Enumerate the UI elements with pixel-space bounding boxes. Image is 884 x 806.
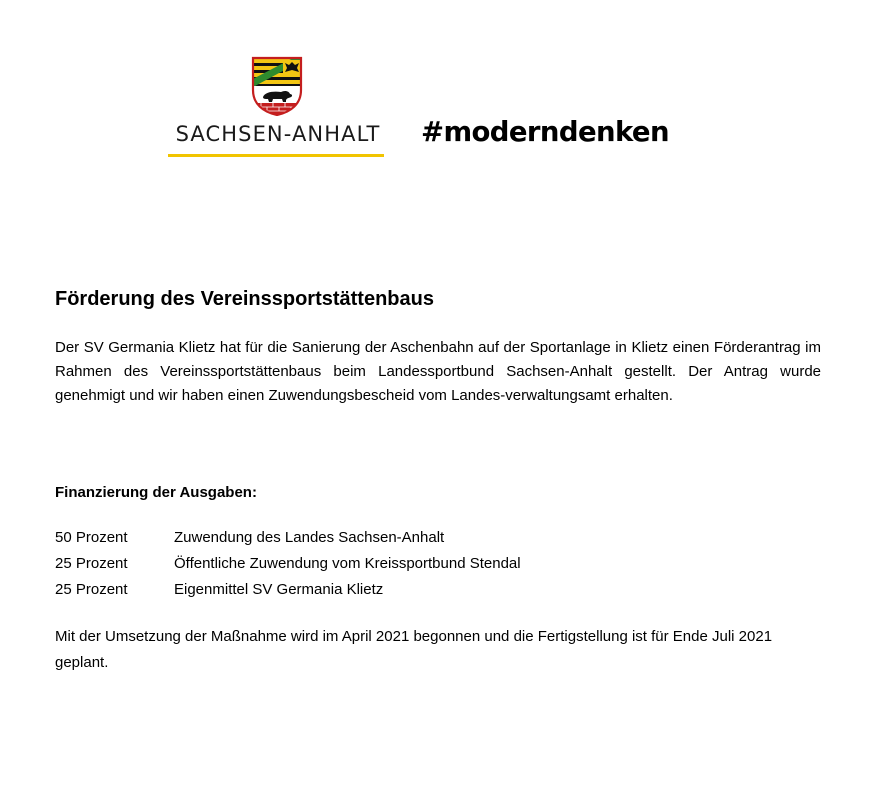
campaign-hashtag: #moderndenken — [421, 116, 669, 148]
document-title: Förderung des Vereinssportstättenbaus — [55, 288, 434, 310]
state-name: SACHSEN-ANHALT — [175, 122, 381, 146]
intro-paragraph: Der SV Germania Klietz hat für die Sanierung der Aschenbahn auf der Sportanlage in Klietz einen Förderantrag im Rahmen des Vereinssportstättenbaus beim Landessportbund Sachsen-Anhalt gestellt. Der Antrag wurde genehmigt und wir haben einen Zuwendungsbescheid vom Landes-verwaltungsamt erhalten. — [55, 339, 821, 404]
closing-paragraph: Mit der Umsetzung der Maßnahme wird im April 2021 begonnen und die Fertigstellung ist für Ende Juli 2021 geplant. — [55, 628, 773, 671]
funding-percent: 25 Prozent — [55, 581, 128, 598]
funding-percent: 25 Prozent — [55, 555, 128, 572]
funding-source: Eigenmittel SV Germania Klietz — [174, 581, 384, 598]
funding-row — [55, 577, 821, 603]
funding-source: Öffentliche Zuwendung vom Kreissportbund Stendal — [174, 555, 521, 572]
document-body — [55, 285, 821, 676]
letterhead — [0, 0, 884, 170]
funding-row — [55, 551, 821, 577]
funding-source: Zuwendung des Landes Sachsen-Anhalt — [174, 529, 445, 546]
funding-heading: Finanzierung der Ausgaben: — [55, 484, 257, 501]
funding-row — [55, 525, 821, 551]
coat-of-arms-icon — [251, 56, 303, 116]
state-name-underline — [168, 154, 384, 157]
funding-list — [55, 525, 821, 603]
funding-percent: 50 Prozent — [55, 529, 128, 546]
